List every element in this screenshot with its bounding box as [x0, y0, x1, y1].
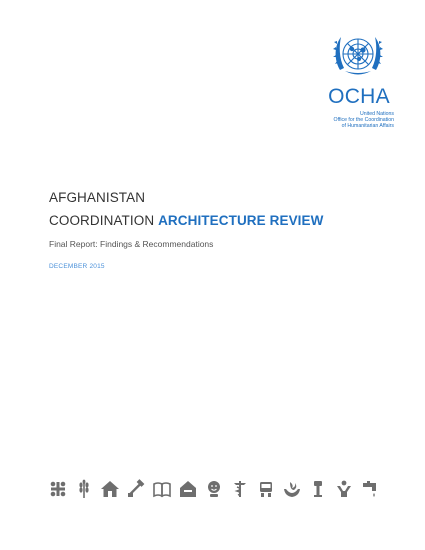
- agriculture-icon: [74, 479, 94, 499]
- nutrition-icon: [204, 479, 224, 499]
- protection-icon: [334, 479, 354, 499]
- report-subtitle: Final Report: Findings & Recommendations: [49, 239, 214, 249]
- health-icon: [230, 479, 250, 499]
- title-prefix: COORDINATION: [49, 213, 159, 228]
- shelter-icon: [100, 479, 120, 499]
- coordination-icon: [48, 479, 68, 499]
- report-date: DECEMBER 2015: [49, 263, 105, 270]
- title-highlight: ARCHITECTURE REVIEW: [158, 213, 324, 228]
- ocha-subtitle: [322, 111, 394, 130]
- ocha-subtitle-line: of Humanitarian Affairs: [341, 123, 394, 130]
- cluster-icon-strip: [48, 479, 388, 501]
- camp-icon: [178, 479, 198, 499]
- water-icon: [360, 479, 380, 499]
- report-title: [49, 213, 323, 228]
- sanitation-icon: [308, 479, 328, 499]
- un-emblem-icon: [330, 30, 386, 82]
- ocha-subtitle-line: United Nations: [359, 111, 394, 117]
- ocha-wordmark: OCHA: [328, 85, 390, 108]
- country-heading: AFGHANISTAN: [49, 190, 146, 205]
- logistics-icon: [256, 479, 276, 499]
- education-icon: [152, 479, 172, 499]
- tools-icon: [126, 479, 146, 499]
- ocha-subtitle-line: Office for the Coordination: [333, 117, 394, 124]
- emergency-icon: [282, 479, 302, 499]
